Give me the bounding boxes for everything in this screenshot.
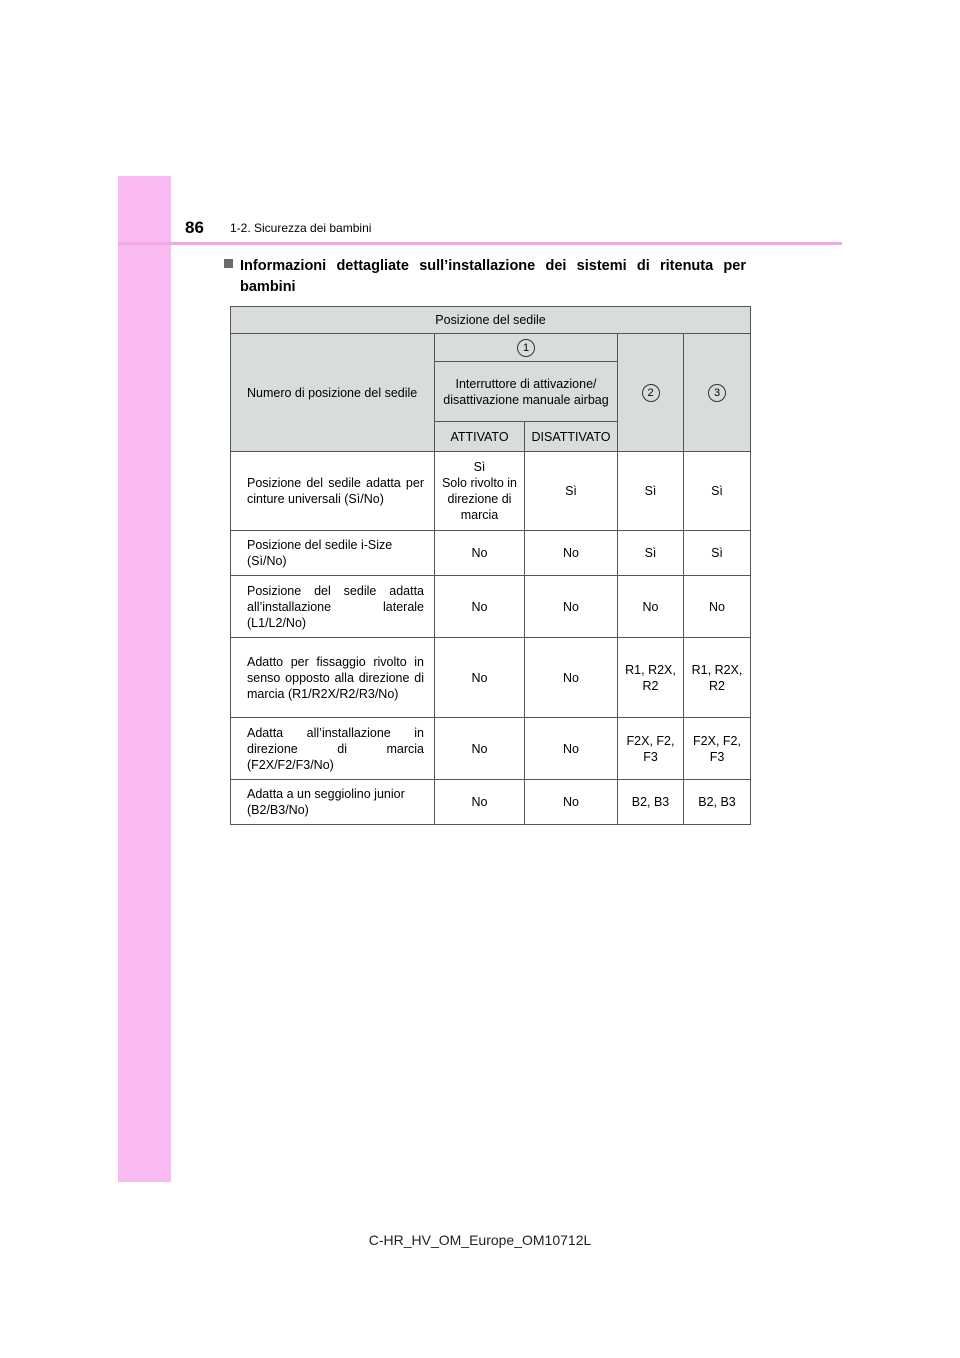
cell-seat3: Sì — [684, 452, 751, 531]
child-restraint-table — [230, 306, 751, 825]
cell-off: No — [525, 531, 618, 576]
seat-position-header: Posizione del sedile — [231, 307, 751, 334]
seat-number-label: Numero di posizione del sedile — [231, 334, 435, 452]
seat-2-header — [618, 334, 684, 452]
row-label: Adatta all’installazione in direzione di marcia (F2X/F2/F3/No) — [231, 718, 435, 780]
row-label: Posizione del sedile i-Size (Sì/No) — [231, 531, 435, 576]
cell-seat2: Sì — [618, 531, 684, 576]
page-number: 86 — [185, 218, 204, 237]
row-label: Posizione del sedile adatta per cinture universali (Sì/No) — [231, 452, 435, 531]
seat-1-circled-number: 1 — [517, 339, 535, 357]
table-row — [231, 780, 751, 825]
table-row — [231, 718, 751, 780]
cell-seat3: Sì — [684, 531, 751, 576]
cell-seat3: R1, R2X, R2 — [684, 638, 751, 718]
table-row — [231, 452, 751, 531]
table-row — [231, 576, 751, 638]
row-label: Adatto per fissaggio rivolto in senso opposto alla direzione di marcia (R1/R2X/R2/R3/No) — [231, 638, 435, 718]
cell-seat3: No — [684, 576, 751, 638]
seat-2-circled-number: 2 — [642, 384, 660, 402]
cell-seat3: B2, B3 — [684, 780, 751, 825]
cell-on: No — [435, 576, 525, 638]
section-title: 1-2. Sicurezza dei bambini — [230, 221, 372, 235]
side-color-band — [118, 176, 171, 1182]
cell-seat2: B2, B3 — [618, 780, 684, 825]
airbag-switch-header: Interruttore di attivazione/ disattivazione manuale airbag — [435, 362, 618, 422]
table-row — [231, 638, 751, 718]
cell-off: No — [525, 780, 618, 825]
cell-off: No — [525, 576, 618, 638]
cell-on: No — [435, 780, 525, 825]
cell-seat3: F2X, F2, F3 — [684, 718, 751, 780]
cell-on: No — [435, 531, 525, 576]
cell-seat2: F2X, F2, F3 — [618, 718, 684, 780]
cell-on: No — [435, 638, 525, 718]
cell-off: No — [525, 638, 618, 718]
cell-off: No — [525, 718, 618, 780]
section-heading — [224, 256, 746, 298]
document-footer: C-HR_HV_OM_Europe_OM10712L — [368, 1232, 592, 1248]
heading-text: Informazioni dettagliate sull’installazione dei sistemi di ritenuta per bambini — [240, 258, 746, 295]
cell-on: No — [435, 718, 525, 780]
table-row — [231, 531, 751, 576]
cell-seat2: No — [618, 576, 684, 638]
cell-on: Sì Solo rivolto in direzione di marcia — [435, 452, 525, 531]
airbag-off-header: DISATTIVATO — [525, 422, 618, 452]
cell-seat2: R1, R2X, R2 — [618, 638, 684, 718]
airbag-on-header: ATTIVATO — [435, 422, 525, 452]
seat-3-circled-number: 3 — [708, 384, 726, 402]
cell-seat2: Sì — [618, 452, 684, 531]
seat-3-header — [684, 334, 751, 452]
row-label: Posizione del sedile adatta all’installazione laterale (L1/L2/No) — [231, 576, 435, 638]
header-rule — [118, 242, 842, 245]
square-bullet-icon — [224, 259, 233, 268]
cell-off: Sì — [525, 452, 618, 531]
seat-1-header — [435, 334, 618, 362]
row-label: Adatta a un seggiolino junior (B2/B3/No) — [231, 780, 435, 825]
